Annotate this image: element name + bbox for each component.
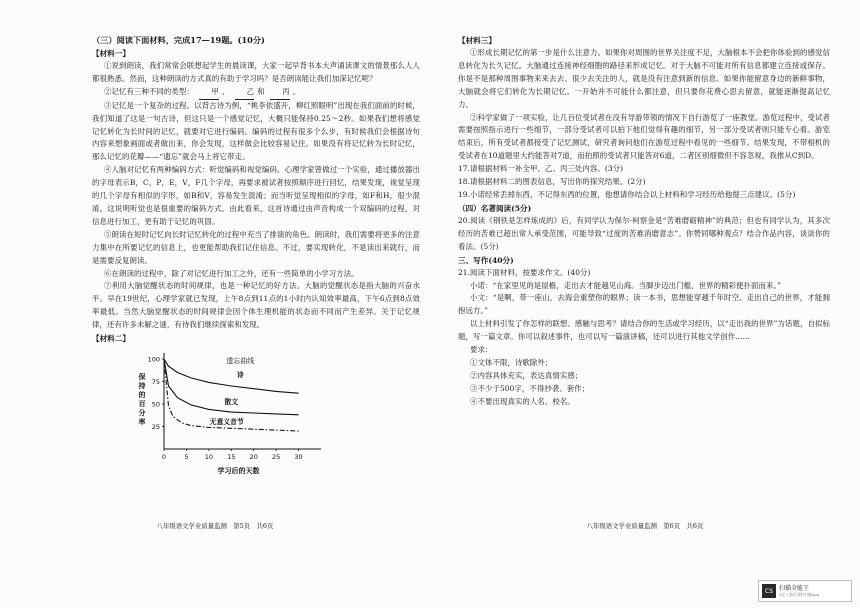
requirement-1: ①文体不限，诗歌除外； xyxy=(470,357,553,367)
question-18: 18.请根据材料二的图表信息，写出你的探究结果。(2分) xyxy=(458,177,646,187)
series-label-1: 诗 xyxy=(236,371,244,380)
writing-prompt: 以上材料引发了你怎样的联想、感触与思考？请结合你的生活或学习经历，以“走出我的世界”为话题，自拟标题，写一篇文章。你可以叙述事件，也可以写一篇演讲稿，还可以进行其他文学创作…… xyxy=(458,319,830,342)
page-footer-5: 八年级语文学业质量监测 第5页 共6页 xyxy=(156,522,274,530)
forgetting-curve-chart xyxy=(116,347,346,487)
paragraph-1: ①说到朗读，我们常常会联想起学生的晨读课，大家一起早背书本大声诵读课文的情景那么人人都很熟悉。然而，这种朗读的方式真的有助于学习吗？是否朗读能让我们加深记忆呢？ xyxy=(92,61,420,83)
y-axis-label-char: 保 xyxy=(138,373,146,382)
scanner-watermark xyxy=(758,580,852,602)
x-tick-label: 0 xyxy=(161,453,167,462)
section-4-heading: （四）名著阅读(5分) xyxy=(458,203,532,213)
x-tick-label: 30 xyxy=(294,453,303,462)
chart-title: 遗忘曲线 xyxy=(226,357,255,366)
paragraph-2: ②记忆有三种不同的类型： 甲 、 乙 和 丙 。 xyxy=(92,86,420,100)
paragraph-2-text: ②记忆有三种不同的类型： xyxy=(104,86,194,96)
question-21: 21.阅读下面材料，按要求作文。(40分) xyxy=(458,267,591,277)
question-19: 19.小诺经常丢掉东西，不记得东西的位置，他想请你结合以上材料和学习经历给他提三点建议。(5分) xyxy=(458,189,796,199)
series-label-2: 散文 xyxy=(224,398,239,407)
y-axis-label-char: 率 xyxy=(138,418,146,427)
chart-svg xyxy=(116,347,346,487)
material-2-label: 【材料二】 xyxy=(92,334,130,344)
quote-1: 小诺：“在家里见的是屋檐，走出去才能越见山海。当脚步迈出门槛，世界的精彩便扑面而来。” xyxy=(470,280,782,290)
requirement-2: ②内容具体充实，表达真情实感； xyxy=(470,370,583,380)
y-tick-label: 75 xyxy=(151,378,160,387)
x-tick-label: 10 xyxy=(204,453,213,462)
scanner-logo-icon: CS xyxy=(762,584,776,598)
y-tick-label: 50 xyxy=(151,400,160,409)
y-axis-label-char: 持 xyxy=(138,382,146,391)
x-tick-label: 25 xyxy=(272,453,281,462)
series-line-2 xyxy=(164,359,299,415)
page-6 xyxy=(430,0,860,608)
writing-section-heading: 三、写作(40分) xyxy=(458,255,514,265)
quote-2: 小文：“是啊，带一座山，去海会重塑你的眼界；读一本书，思想能穿越千年时空。走出自己的世界，才能拥抱远方。” xyxy=(458,293,830,316)
watermark-title: 扫描全能王 xyxy=(779,585,810,592)
x-tick-label: 15 xyxy=(227,453,236,462)
blank-c: 丙 xyxy=(270,86,290,100)
m3-paragraph-2: ②科学家做了一项实验，让几百位受试者在没有导游带领的情况下自行游览了一座教堂。游览过程中，受试者需要按照指示进行一些细节，一部分受试者可以拍下他们觉得有趣的细节，另一部分受试者则只能专心看。游览结束后，所有受试者都接受了记忆测试，研究者询问他们在游览过程中看见的一些细节。结果发现，不带相机的受试者在10道题里大约能答对7道，而拍照的受试者只能答对6道，二者区别细微但不容忽视，我推从C到D。 xyxy=(458,112,830,161)
material-3-label: 【材料三】 xyxy=(458,36,496,45)
y-tick-label: 25 xyxy=(151,423,160,432)
paragraph-3: ③记忆是一个复杂的过程。以背古诗为例，“桃李依盛开，柳红照眼明”出现在我们面前的时候，我们知道了这是一句古诗，但这只是一个感觉记忆，大概只能保持0.25～2秒。如果我们想将感觉记忆转化为长时间的记忆，就要对它进行编码。编码的过程有很多个么步，有时候我们会根据诗句内容来想象画面或者做出来，你会发现，这样做会比较容易记住。如果没有将记忆转为长时记忆，那么记忆的花瓣——“遗忘”就会马上将它带走。 xyxy=(92,100,420,162)
paragraph-4: ④人脑对记忆有两种编码方式：听觉编码和视觉编码。心理学家曾做过一个实验，通过播放器出的字母表示B，C，P，E，V，F几个字母，再要求被试者按照顺序进行回忆，结果发现，视觉呈现的几个字母有相似的字形，如B和V，容易发生混淆；而当听觉呈现相似的字母，如F和H，很少混淆。这说明听觉也是很重要的编码方式。由此看来，这首诗通过由声音构成一个双编码的过程，对信息进行加工，更有助于记忆的巩固。 xyxy=(92,165,420,226)
y-tick-label: 100 xyxy=(147,355,160,364)
m3-paragraph-1: ①形成长期记忆的第一步是什么注意力。如果你对周围的世界关注度不足，大脑根本不会把你体验到的感觉信息转化为长久记忆。大脑通过连接神经细胞的路径来形成记忆。对于大脑不可能对所有信息都建立连接或保存。你是不是那种周围事物来来去去、很少去关注的人，就是没有注意到新的信息。如果你能留意身边的新鲜事物，大脑就会将它们转化为长期记忆。一开始并不可能什么都注意，但只要你花费心思去留意，就能逐渐提高记忆力。 xyxy=(458,48,830,109)
x-axis-label: 学习后的天数 xyxy=(217,467,260,476)
page-footer-6: 八年级语文学业质量监测 第6页 共6页 xyxy=(586,522,704,530)
y-axis-label-char: 的 xyxy=(138,391,146,400)
paragraph-5: ⑤朗读在短时记忆向长时记忆转化的过程中充当了排演的角色。朗读时，我们需要将更多的注意力集中在所要记忆的信息上，也更能帮助我们记住信息。不过，要实现转化，不是读出来就行，而是需要反复朗读。 xyxy=(92,229,420,265)
requirement-3: ③不少于500字，不得抄袭、套作； xyxy=(470,383,590,393)
y-axis-label-char: 百 xyxy=(138,400,146,409)
series-label-3: 无意义音节 xyxy=(209,417,244,426)
requirement-4: ④不要出现真实的人名、校名。 xyxy=(470,396,575,406)
blank-a: 甲 xyxy=(199,86,219,100)
watermark-subtitle: 3亿人都在用的扫描App xyxy=(779,592,820,597)
paragraph-7: ⑦利用大脑觉醒状态的时间规律，也是一种记忆的好方法。大脑的觉醒状态是指大脑的兴奋水平。早在19世纪，心理学家就已发现，上午8点到11点的1小时内认知效率最高，下午6点到8点效率最低。当然大脑觉醒状态的时间规律会因个体生理机能的状态而不同而产生差异。关于记忆规律，还有许多未解之谜，有待我们继续探索和发现。 xyxy=(92,281,420,330)
question-17: 17.请根据材料一补全甲、乙、丙三处内容。(3分) xyxy=(458,164,624,174)
x-tick-label: 5 xyxy=(184,453,189,462)
section-heading: （三）阅读下面材料，完成17—19题。(10分) xyxy=(92,35,265,45)
blank-b: 乙 xyxy=(235,86,255,100)
question-20: 20.阅读《钢铁是怎样炼成的》后，有同学认为保尔·柯察金是“苦难磨砺精神”的典范；但也有同学认为，其多次经历的苦难已超出常人承受范围，可能导致“过度的苦难消磨意志”。你赞同哪种观点？结合作品内容，谈谈你的看法。(5分) xyxy=(458,215,830,251)
requirements-title: 要求： xyxy=(470,345,493,355)
paragraph-6: ⑥在朗读的过程中，除了对记忆进行加工之外，还有一些简单的小学习方法。 xyxy=(104,268,359,278)
y-axis-label-char: 分 xyxy=(138,409,146,418)
material-1-label: 【材料一】 xyxy=(92,49,130,58)
x-tick-label: 20 xyxy=(249,453,258,462)
